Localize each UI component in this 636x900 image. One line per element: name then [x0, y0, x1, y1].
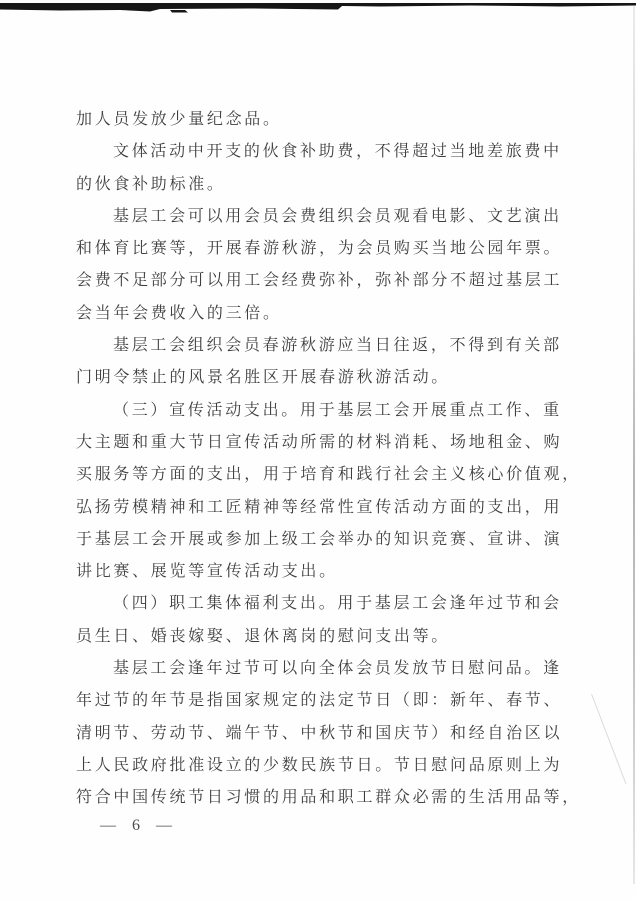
text-line: 讲比赛、展览等宣传活动支出。: [76, 563, 338, 581]
text-line: （四）职工集体福利支出。用于基层工会逢年过节和会: [113, 595, 562, 613]
body-text: [76, 104, 581, 815]
text-line: 基层工会逢年过节可以向全体会员发放节日慰问品。逢: [113, 660, 562, 678]
scan-artifact-diagonal: [591, 694, 626, 784]
text-line: 员生日、婚丧嫁娶、退休离岗的慰问支出等。: [76, 627, 451, 645]
text-line: 弘扬劳模精神和工匠精神等经常性宣传活动方面的支出，用: [76, 498, 563, 516]
text-line: 门明令禁止的风景名胜区开展春游秋游活动。: [76, 369, 451, 387]
text-line: 基层工会组织会员春游秋游应当日往返，不得到有关部: [113, 337, 562, 355]
text-line: 文体活动中开支的伙食补助费，不得超过当地差旅费中: [113, 143, 562, 161]
text-line: 上人民政府批准设立的少数民族节日。节日慰问品原则上为: [76, 756, 563, 774]
text-line: 大主题和重大节日宣传活动所需的材料消耗、场地租金、购: [76, 433, 563, 451]
text-line: 年过节的年节是指国家规定的法定节日（即：新年、春节、: [76, 692, 563, 710]
text-line: 买服务等方面的支出，用于培育和践行社会主义核心价值观，: [76, 466, 581, 484]
text-line: 会当年会费收入的三倍。: [76, 304, 282, 322]
text-line: （三）宣传活动支出。用于基层工会开展重点工作、重: [113, 401, 562, 419]
page-number: — 6 —: [100, 817, 178, 834]
scan-edge-right: [633, 6, 635, 884]
text-line: 的伙食补助标准。: [76, 175, 226, 193]
text-line: 加人员发放少量纪念品。: [76, 111, 282, 128]
scan-edge-top: [0, 0, 636, 10]
text-line: 和体育比赛等，开展春游秋游，为会员购买当地公园年票。: [76, 240, 563, 258]
text-line: 清明节、劳动节、端午节、中秋节和国庆节）和经自治区以: [76, 724, 563, 742]
text-line: 会费不足部分可以用工会经费弥补，弥补部分不超过基层工: [76, 272, 563, 290]
text-line: 符合中国传统节日习惯的用品和职工群众必需的生活用品等，: [76, 789, 581, 807]
text-line: 于基层工会开展或参加上级工会举办的知识竞赛、宣讲、演: [76, 530, 563, 548]
text-line: 基层工会可以用会员会费组织会员观看电影、文艺演出: [113, 207, 562, 225]
